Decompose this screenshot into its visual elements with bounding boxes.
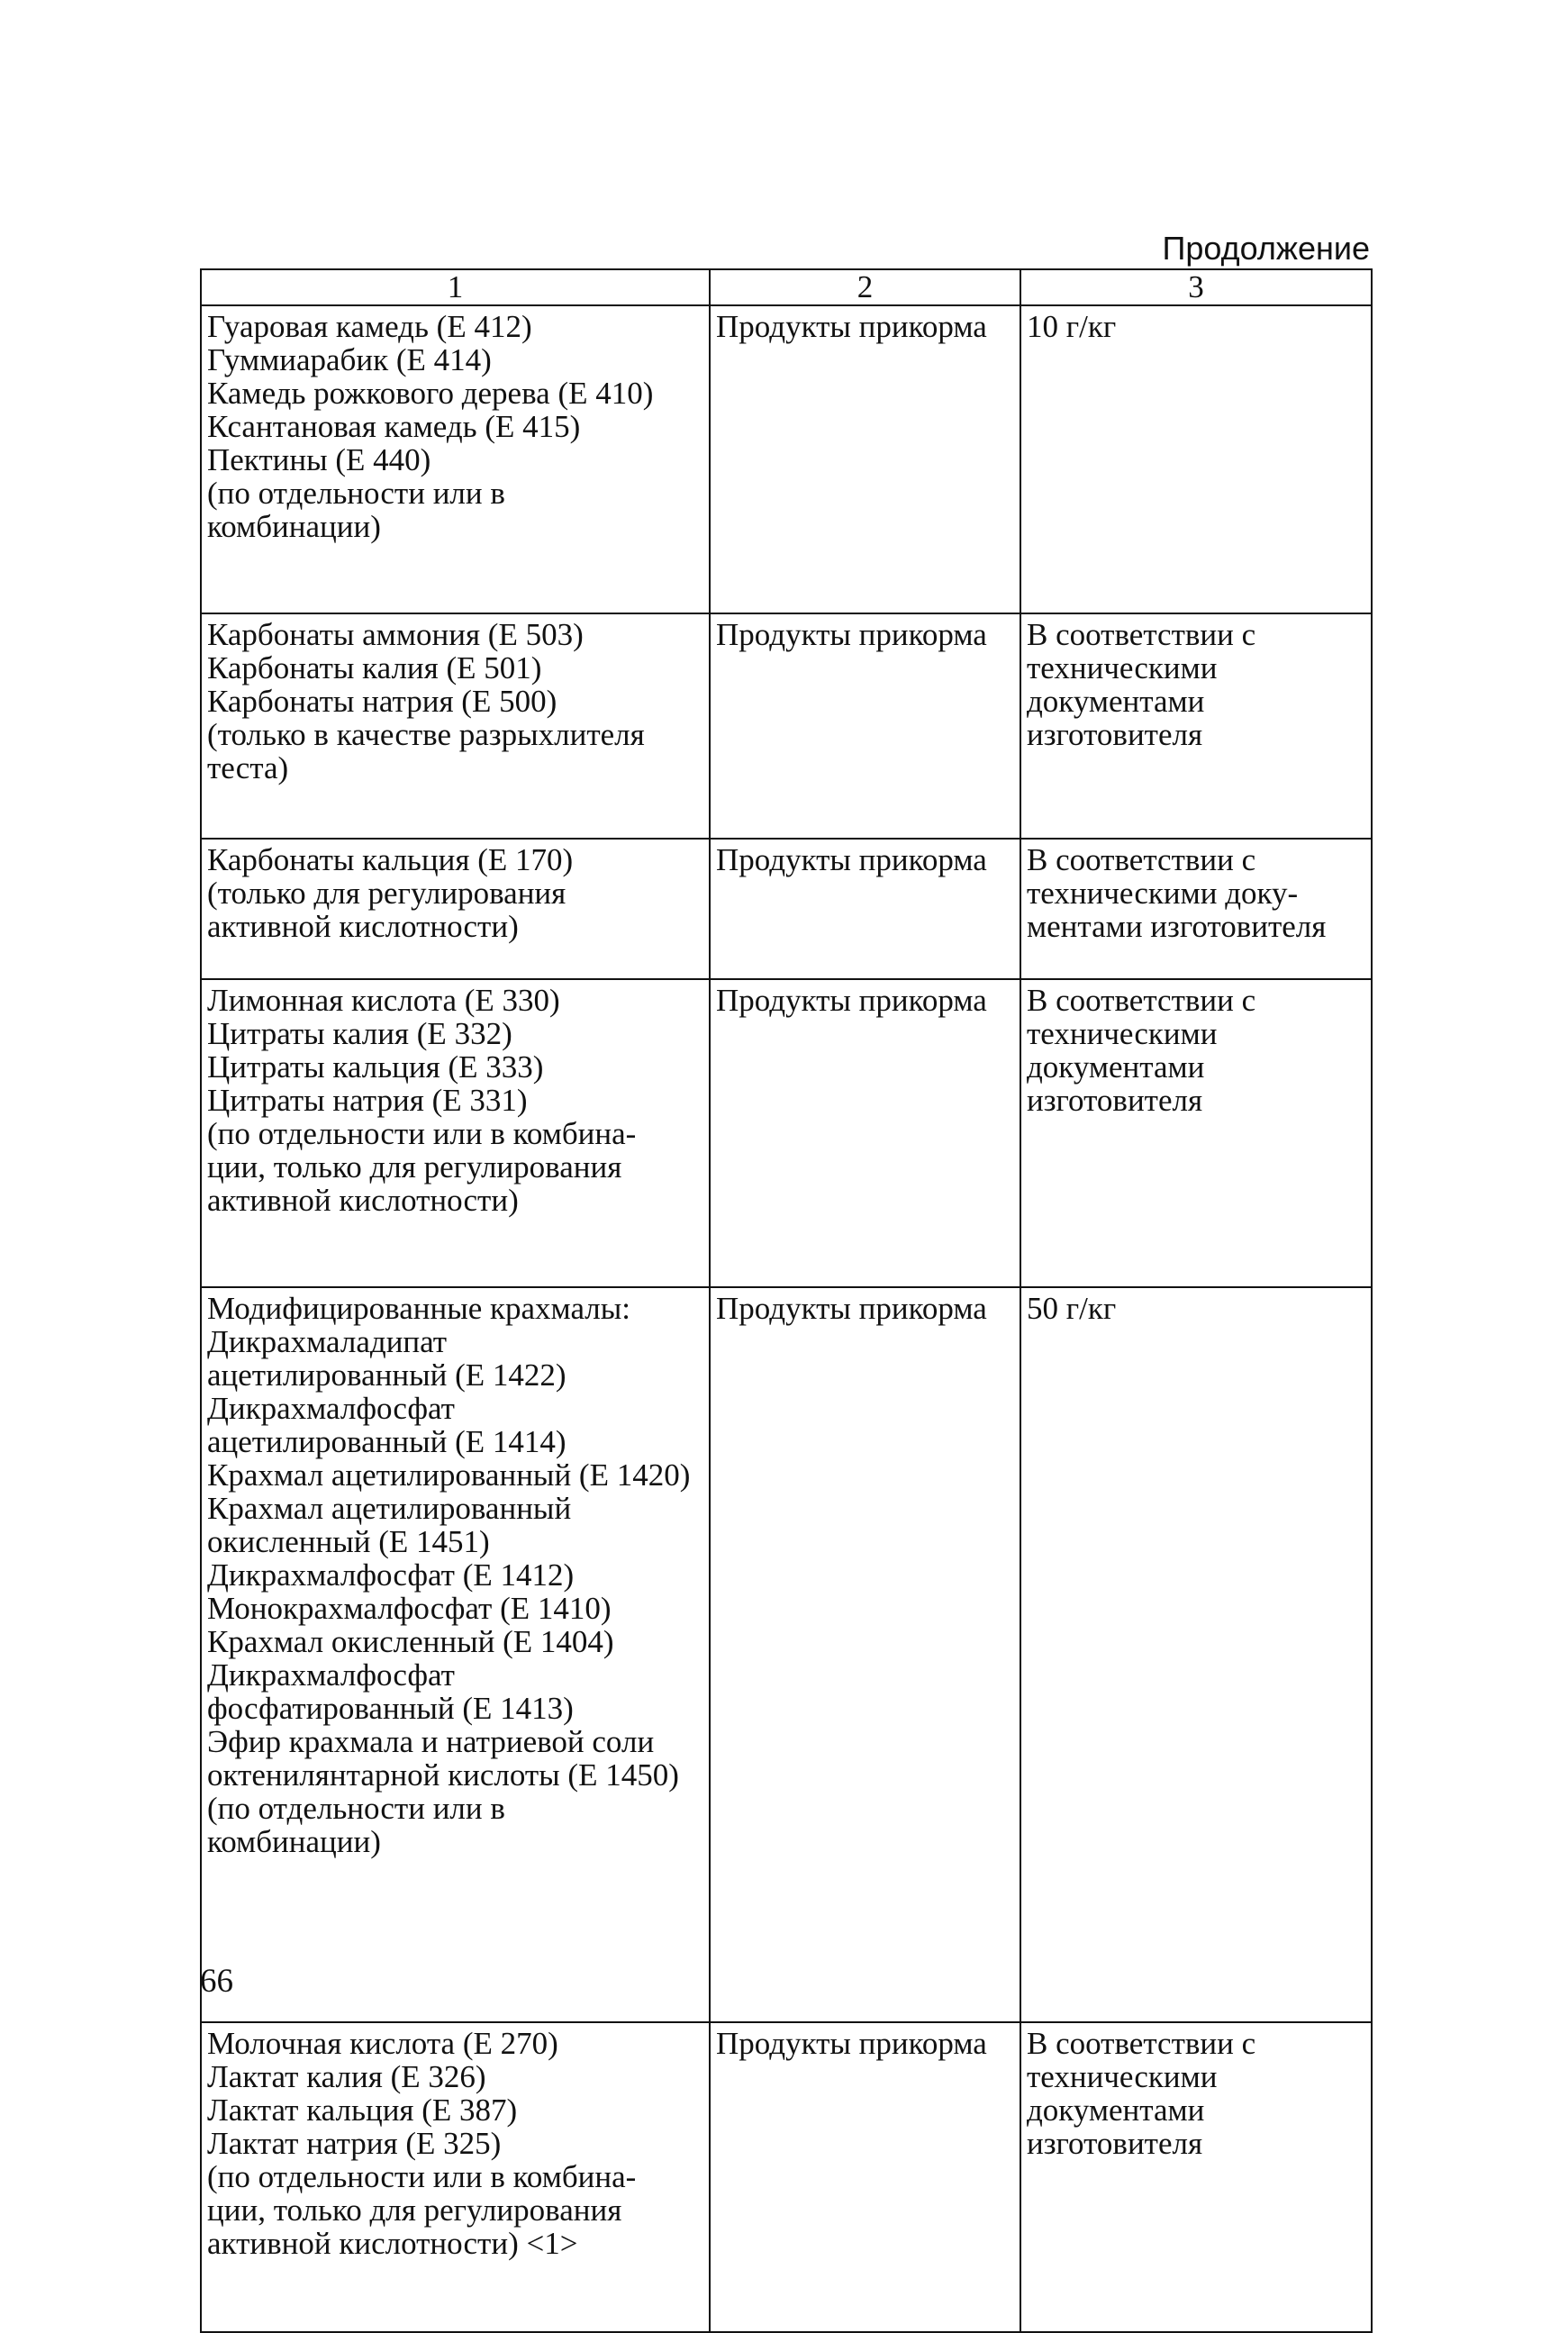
- product-cell: [710, 979, 1020, 1287]
- limit-line: документами: [1027, 1049, 1205, 1085]
- limit-line: техническими: [1027, 650, 1218, 685]
- page-number: 66: [200, 1963, 233, 2000]
- table-body: [201, 305, 1372, 2332]
- substance-line: активной кислотности): [207, 1183, 519, 1218]
- limit-line: документами: [1027, 684, 1205, 719]
- product-cell: [710, 305, 1020, 613]
- substance-line: Модифицированные крахмалы:: [207, 1291, 631, 1326]
- substance-line: (по отдельности или в комбина-: [207, 1116, 637, 1151]
- substance-line: (по отдельности или в: [207, 1791, 505, 1826]
- substance-line: Монокрахмалфосфат (Е 1410): [207, 1591, 612, 1626]
- limit-line: В соответствии с: [1027, 983, 1256, 1018]
- limit-line: изготовителя: [1027, 2126, 1203, 2161]
- substance-line: Эфир крахмала и натриевой соли: [207, 1724, 655, 1759]
- substance-line: фосфатированный (Е 1413): [207, 1691, 574, 1726]
- product-cell: [710, 839, 1020, 979]
- limit-line: документами: [1027, 2092, 1205, 2128]
- substance-line: комбинации): [207, 1824, 381, 1859]
- substance-line: Лимонная кислота (Е 330): [207, 983, 560, 1018]
- substance-line: (только для регулирования: [207, 876, 566, 911]
- substance-line: Карбонаты аммония (Е 503): [207, 617, 584, 652]
- additives-table-container: [200, 268, 1371, 2333]
- column-number-row: [201, 269, 1372, 305]
- substance-line: активной кислотности) <1>: [207, 2226, 578, 2261]
- substance-line: Цитраты натрия (Е 331): [207, 1083, 528, 1118]
- limit-line: В соответствии с: [1027, 2026, 1256, 2061]
- product-text: Продукты прикорма: [716, 983, 987, 1018]
- substance-cell: [201, 305, 710, 613]
- column-number-1: 1: [201, 269, 710, 305]
- substance-line: Пектины (Е 440): [207, 442, 431, 477]
- table-row: [201, 613, 1372, 839]
- limit-cell: [1020, 979, 1372, 1287]
- substance-line: Лактат кальция (Е 387): [207, 2092, 518, 2128]
- substance-line: комбинации): [207, 509, 381, 544]
- table-row: [201, 1287, 1372, 2022]
- product-text: Продукты прикорма: [716, 617, 987, 652]
- substance-line: Дикрахмалфосфат: [207, 1657, 455, 1693]
- substance-line: ацетилированный (Е 1422): [207, 1357, 566, 1393]
- substance-cell: [201, 839, 710, 979]
- product-text: Продукты прикорма: [716, 1291, 987, 1326]
- substance-line: Крахмал окисленный (Е 1404): [207, 1624, 614, 1659]
- substance-line: Крахмал ацетилированный (Е 1420): [207, 1457, 691, 1493]
- substance-cell: [201, 2022, 710, 2332]
- limit-cell: [1020, 839, 1372, 979]
- limit-line: ментами изготовителя: [1027, 909, 1327, 944]
- substance-line: Лактат натрия (Е 325): [207, 2126, 502, 2161]
- limit-cell: [1020, 305, 1372, 613]
- substance-line: Дикрахмалфосфат: [207, 1391, 455, 1426]
- substance-line: Дикрахмалфосфат (Е 1412): [207, 1557, 575, 1593]
- substance-line: Дикрахмаладипат: [207, 1324, 448, 1359]
- substance-line: октенилянтарной кислоты (Е 1450): [207, 1757, 679, 1793]
- substance-line: Крахмал ацетилированный: [207, 1491, 572, 1526]
- substance-line: Ксантановая камедь (Е 415): [207, 409, 581, 444]
- substance-line: Цитраты кальция (Е 333): [207, 1049, 544, 1085]
- substance-line: Молочная кислота (Е 270): [207, 2026, 558, 2061]
- substance-line: ции, только для регулирования: [207, 2192, 622, 2228]
- substance-line: Цитраты калия (Е 332): [207, 1016, 512, 1051]
- substance-line: ацетилированный (Е 1414): [207, 1424, 566, 1459]
- substance-line: (по отдельности или в комбина-: [207, 2159, 637, 2194]
- limit-line: техническими: [1027, 2059, 1218, 2094]
- table-row: [201, 979, 1372, 1287]
- table-row: [201, 2022, 1372, 2332]
- product-text: Продукты прикорма: [716, 309, 987, 344]
- product-text: Продукты прикорма: [716, 2026, 987, 2061]
- substance-line: активной кислотности): [207, 909, 519, 944]
- product-cell: [710, 2022, 1020, 2332]
- substance-line: (только в качестве разрыхлителя: [207, 717, 645, 752]
- limit-cell: [1020, 1287, 1372, 2022]
- limit-line: 50 г/кг: [1027, 1291, 1117, 1326]
- substance-line: Карбонаты кальция (Е 170): [207, 842, 574, 877]
- limit-line: 10 г/кг: [1027, 309, 1117, 344]
- additives-table: [200, 268, 1373, 2333]
- substance-cell: [201, 979, 710, 1287]
- column-number-2: 2: [710, 269, 1020, 305]
- limit-line: техническими доку-: [1027, 876, 1299, 911]
- substance-line: Карбонаты калия (Е 501): [207, 650, 542, 685]
- limit-cell: [1020, 613, 1372, 839]
- substance-line: теста): [207, 750, 289, 785]
- substance-line: Камедь рожкового дерева (Е 410): [207, 376, 654, 411]
- table-row: [201, 839, 1372, 979]
- substance-line: Лактат калия (Е 326): [207, 2059, 486, 2094]
- product-text: Продукты прикорма: [716, 842, 987, 877]
- limit-cell: [1020, 2022, 1372, 2332]
- substance-cell: [201, 1287, 710, 2022]
- substance-line: Гуммиарабик (Е 414): [207, 342, 492, 377]
- limit-line: техническими: [1027, 1016, 1218, 1051]
- column-number-3: 3: [1020, 269, 1372, 305]
- limit-line: изготовителя: [1027, 1083, 1203, 1118]
- substance-line: Карбонаты натрия (Е 500): [207, 684, 557, 719]
- substance-line: (по отдельности или в: [207, 476, 505, 511]
- table-row: [201, 305, 1372, 613]
- substance-line: ции, только для регулирования: [207, 1149, 622, 1185]
- limit-line: В соответствии с: [1027, 842, 1256, 877]
- substance-line: Гуаровая камедь (Е 412): [207, 309, 532, 344]
- substance-cell: [201, 613, 710, 839]
- continuation-label: Продолжение: [1162, 230, 1370, 267]
- product-cell: [710, 613, 1020, 839]
- limit-line: изготовителя: [1027, 717, 1203, 752]
- limit-line: В соответствии с: [1027, 617, 1256, 652]
- substance-line: окисленный (Е 1451): [207, 1524, 490, 1559]
- product-cell: [710, 1287, 1020, 2022]
